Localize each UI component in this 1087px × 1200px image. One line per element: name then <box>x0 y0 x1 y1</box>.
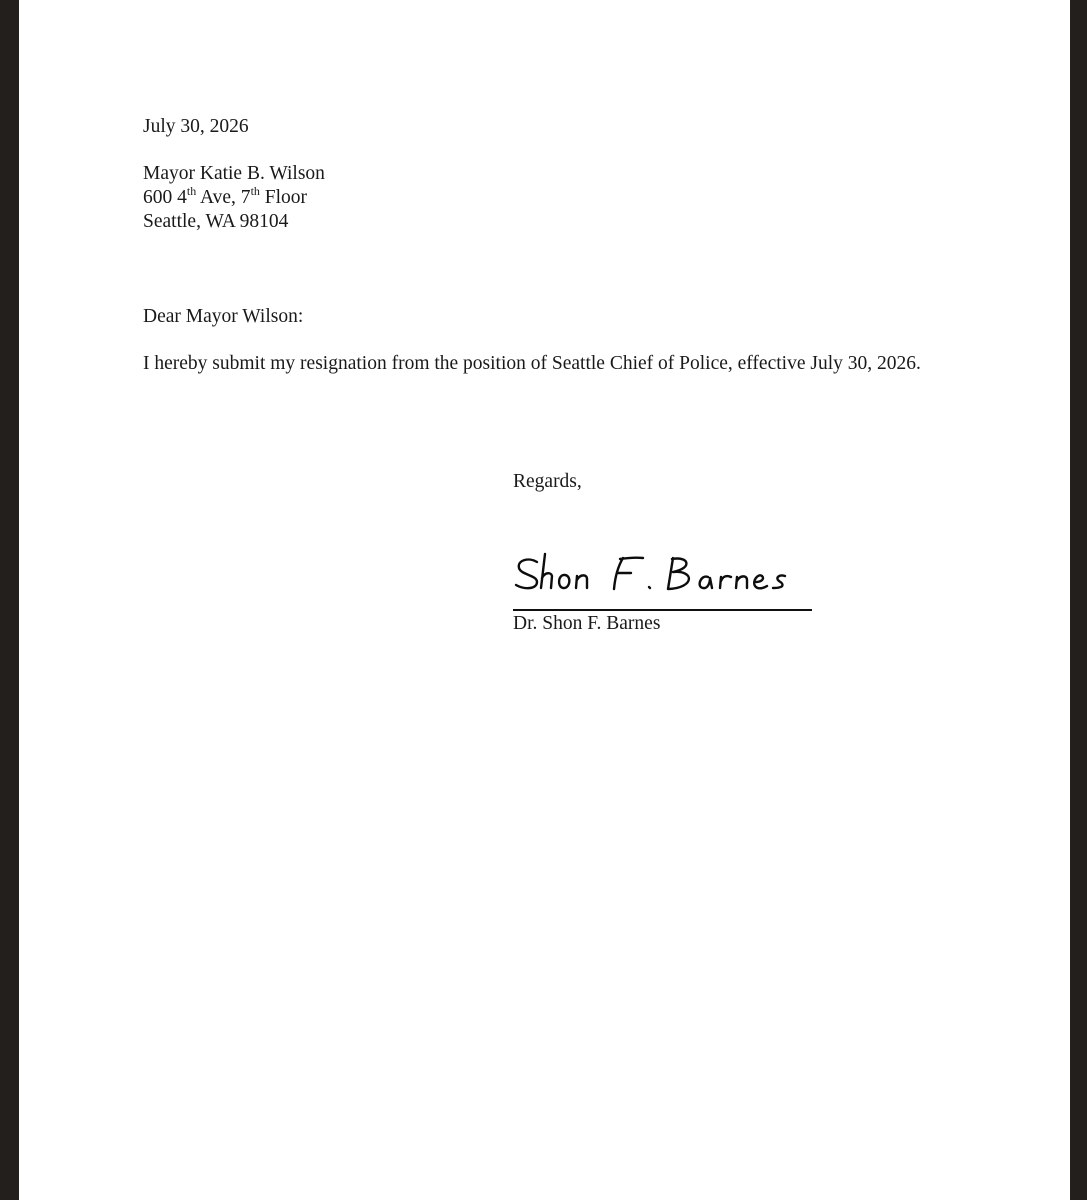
floor-label: Floor <box>259 187 308 208</box>
letter-date: July 30, 2026 <box>143 116 249 137</box>
letter-body: I hereby submit my resignation from the position of Seattle Chief of Police, effective July 30, 2026. <box>143 353 921 374</box>
signature-line <box>513 609 812 611</box>
recipient-city: Seattle, WA 98104 <box>143 211 289 232</box>
recipient-street <box>143 183 325 210</box>
salutation: Dear Mayor Wilson: <box>143 306 304 327</box>
street-number: 600 4 <box>143 187 187 208</box>
street-name: Ave, 7 <box>196 187 251 208</box>
street-number-suffix: th <box>186 183 197 198</box>
closing: Regards, <box>513 471 582 492</box>
signer-name: Dr. Shon F. Barnes <box>513 613 661 634</box>
viewer-frame-right <box>1070 0 1087 1200</box>
letter-page <box>19 0 1070 1200</box>
recipient-address <box>143 162 325 234</box>
handwritten-signature <box>513 548 813 604</box>
viewer-frame-left <box>0 0 19 1200</box>
recipient-name: Mayor Katie B. Wilson <box>143 163 325 184</box>
floor-suffix: th <box>250 183 260 198</box>
